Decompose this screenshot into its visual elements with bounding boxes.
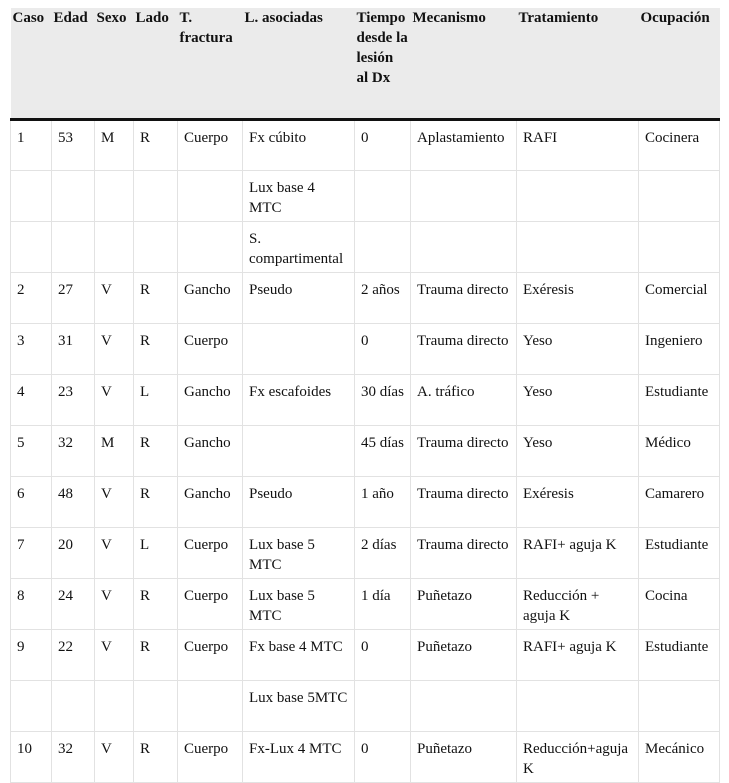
cell-mecanismo	[411, 681, 517, 732]
cell-edad: 22	[52, 630, 95, 681]
cell-tratamiento: RAFI+ aguja K	[517, 630, 639, 681]
cell-lesiones-asociadas: Pseudo	[243, 273, 355, 324]
cell-ocupacion: Camarero	[639, 477, 720, 528]
cell-lesiones-asociadas: Fx-Lux 4 MTC	[243, 732, 355, 783]
cell-lado: R	[134, 120, 178, 171]
table-row	[11, 375, 720, 426]
cell-tiempo-dx: 2 días	[355, 528, 411, 579]
cell-tipo-fractura: Gancho	[178, 426, 243, 477]
cell-sexo: V	[95, 375, 134, 426]
header-lado: Lado	[134, 8, 178, 120]
header-tipo-fractura: T. fractura	[178, 8, 243, 120]
cell-caso: 6	[11, 477, 52, 528]
header-ocupacion: Ocupación	[639, 8, 720, 120]
cell-lado: R	[134, 732, 178, 783]
cell-tratamiento: Yeso	[517, 426, 639, 477]
cell-mecanismo	[411, 171, 517, 222]
cell-tiempo-dx: 30 días	[355, 375, 411, 426]
cell-lado: R	[134, 579, 178, 630]
cell-tiempo-dx: 1 año	[355, 477, 411, 528]
cell-tipo-fractura: Cuerpo	[178, 120, 243, 171]
cell-tipo-fractura	[178, 171, 243, 222]
cell-tiempo-dx: 45 días	[355, 426, 411, 477]
cell-tiempo-dx	[355, 171, 411, 222]
cell-caso: 1	[11, 120, 52, 171]
cell-edad: 48	[52, 477, 95, 528]
cell-edad: 23	[52, 375, 95, 426]
cell-lado	[134, 171, 178, 222]
header-edad: Edad	[52, 8, 95, 120]
cell-tiempo-dx: 1 día	[355, 579, 411, 630]
cell-sexo	[95, 681, 134, 732]
cell-tratamiento: Exéresis	[517, 273, 639, 324]
header-lesiones-asociadas: L. asociadas	[243, 8, 355, 120]
cell-lesiones-asociadas: Lux base 5 MTC	[243, 528, 355, 579]
cell-lado: R	[134, 324, 178, 375]
cell-ocupacion: Cocinera	[639, 120, 720, 171]
cell-sexo: M	[95, 120, 134, 171]
cell-tipo-fractura: Cuerpo	[178, 732, 243, 783]
cell-sexo: V	[95, 630, 134, 681]
cell-caso	[11, 222, 52, 273]
cell-mecanismo: Puñetazo	[411, 630, 517, 681]
cell-edad: 24	[52, 579, 95, 630]
table-row	[11, 426, 720, 477]
cell-ocupacion: Cocina	[639, 579, 720, 630]
cell-sexo: V	[95, 579, 134, 630]
header-row	[11, 8, 720, 120]
cases-table	[10, 8, 720, 783]
cell-tratamiento	[517, 681, 639, 732]
cell-tipo-fractura: Gancho	[178, 375, 243, 426]
table-row	[11, 579, 720, 630]
cell-tipo-fractura: Cuerpo	[178, 324, 243, 375]
cell-edad: 31	[52, 324, 95, 375]
cell-mecanismo: Trauma directo	[411, 477, 517, 528]
header-caso: Caso	[11, 8, 52, 120]
cell-caso	[11, 171, 52, 222]
cell-lesiones-asociadas	[243, 426, 355, 477]
cell-mecanismo: A. tráfico	[411, 375, 517, 426]
table-row	[11, 681, 720, 732]
cell-ocupacion	[639, 171, 720, 222]
cell-lesiones-asociadas	[243, 324, 355, 375]
cell-tipo-fractura: Gancho	[178, 273, 243, 324]
cell-lado: R	[134, 477, 178, 528]
cell-lado: R	[134, 630, 178, 681]
cell-mecanismo: Trauma directo	[411, 273, 517, 324]
cell-lado	[134, 681, 178, 732]
cell-edad	[52, 171, 95, 222]
cell-tiempo-dx: 0	[355, 732, 411, 783]
cell-tipo-fractura: Cuerpo	[178, 528, 243, 579]
cell-ocupacion: Ingeniero	[639, 324, 720, 375]
cell-ocupacion: Estudiante	[639, 630, 720, 681]
cell-edad: 20	[52, 528, 95, 579]
cell-ocupacion: Mecánico	[639, 732, 720, 783]
table-row	[11, 477, 720, 528]
cell-sexo: M	[95, 426, 134, 477]
cell-edad	[52, 681, 95, 732]
table-row	[11, 324, 720, 375]
cell-edad: 32	[52, 732, 95, 783]
cell-tratamiento: Exéresis	[517, 477, 639, 528]
header-mecanismo: Mecanismo	[411, 8, 517, 120]
cell-lesiones-asociadas: Fx escafoides	[243, 375, 355, 426]
cell-ocupacion: Médico	[639, 426, 720, 477]
cell-edad: 53	[52, 120, 95, 171]
cell-lado	[134, 222, 178, 273]
cell-tipo-fractura: Gancho	[178, 477, 243, 528]
cell-lesiones-asociadas: Lux base 5 MTC	[243, 579, 355, 630]
cell-tipo-fractura: Cuerpo	[178, 630, 243, 681]
cell-ocupacion	[639, 222, 720, 273]
cell-mecanismo: Trauma directo	[411, 528, 517, 579]
cell-caso: 7	[11, 528, 52, 579]
cell-lesiones-asociadas: Lux base 4 MTC	[243, 171, 355, 222]
cell-tratamiento: Reducción+aguja K	[517, 732, 639, 783]
table-body	[11, 120, 720, 783]
cell-caso: 2	[11, 273, 52, 324]
cell-tratamiento: Yeso	[517, 375, 639, 426]
cell-lesiones-asociadas: Fx cúbito	[243, 120, 355, 171]
cell-sexo	[95, 222, 134, 273]
cell-mecanismo: Aplastamiento	[411, 120, 517, 171]
cell-ocupacion	[639, 681, 720, 732]
cell-tratamiento: RAFI	[517, 120, 639, 171]
cell-edad: 32	[52, 426, 95, 477]
table-row	[11, 120, 720, 171]
cell-tratamiento	[517, 222, 639, 273]
cell-lesiones-asociadas: Pseudo	[243, 477, 355, 528]
cell-caso: 4	[11, 375, 52, 426]
cell-lado: L	[134, 528, 178, 579]
table-row	[11, 273, 720, 324]
cell-tratamiento: Reducción + aguja K	[517, 579, 639, 630]
cell-tratamiento: Yeso	[517, 324, 639, 375]
cell-tipo-fractura	[178, 681, 243, 732]
cell-tiempo-dx	[355, 681, 411, 732]
cell-lado: L	[134, 375, 178, 426]
cell-mecanismo: Trauma directo	[411, 324, 517, 375]
cell-tiempo-dx: 0	[355, 630, 411, 681]
cell-edad	[52, 222, 95, 273]
cell-ocupacion: Estudiante	[639, 528, 720, 579]
cell-tratamiento: RAFI+ aguja K	[517, 528, 639, 579]
cell-lesiones-asociadas: S. compartimental	[243, 222, 355, 273]
cell-tipo-fractura: Cuerpo	[178, 579, 243, 630]
cell-edad: 27	[52, 273, 95, 324]
table-row	[11, 222, 720, 273]
table-row	[11, 732, 720, 783]
cell-ocupacion: Estudiante	[639, 375, 720, 426]
cell-tratamiento	[517, 171, 639, 222]
cell-sexo: V	[95, 477, 134, 528]
cell-lado: R	[134, 426, 178, 477]
cell-sexo: V	[95, 528, 134, 579]
header-sexo: Sexo	[95, 8, 134, 120]
cell-lesiones-asociadas: Lux base 5MTC	[243, 681, 355, 732]
cell-lado: R	[134, 273, 178, 324]
cell-mecanismo: Trauma directo	[411, 426, 517, 477]
cell-sexo	[95, 171, 134, 222]
cell-ocupacion: Comercial	[639, 273, 720, 324]
cell-caso	[11, 681, 52, 732]
cell-tiempo-dx: 2 años	[355, 273, 411, 324]
cell-mecanismo: Puñetazo	[411, 732, 517, 783]
cell-sexo: V	[95, 273, 134, 324]
cell-tiempo-dx: 0	[355, 324, 411, 375]
cell-mecanismo: Puñetazo	[411, 579, 517, 630]
cell-tipo-fractura	[178, 222, 243, 273]
cell-caso: 8	[11, 579, 52, 630]
cell-caso: 3	[11, 324, 52, 375]
cell-sexo: V	[95, 732, 134, 783]
header-tratamiento: Tratamiento	[517, 8, 639, 120]
cell-tiempo-dx: 0	[355, 120, 411, 171]
header-tiempo-dx: Tiempo desde la lesión al Dx	[355, 8, 411, 120]
cell-lesiones-asociadas: Fx base 4 MTC	[243, 630, 355, 681]
cell-caso: 5	[11, 426, 52, 477]
cell-caso: 9	[11, 630, 52, 681]
table-row	[11, 528, 720, 579]
cell-caso: 10	[11, 732, 52, 783]
cell-sexo: V	[95, 324, 134, 375]
table-row	[11, 630, 720, 681]
table-row	[11, 171, 720, 222]
cell-tiempo-dx	[355, 222, 411, 273]
cell-mecanismo	[411, 222, 517, 273]
